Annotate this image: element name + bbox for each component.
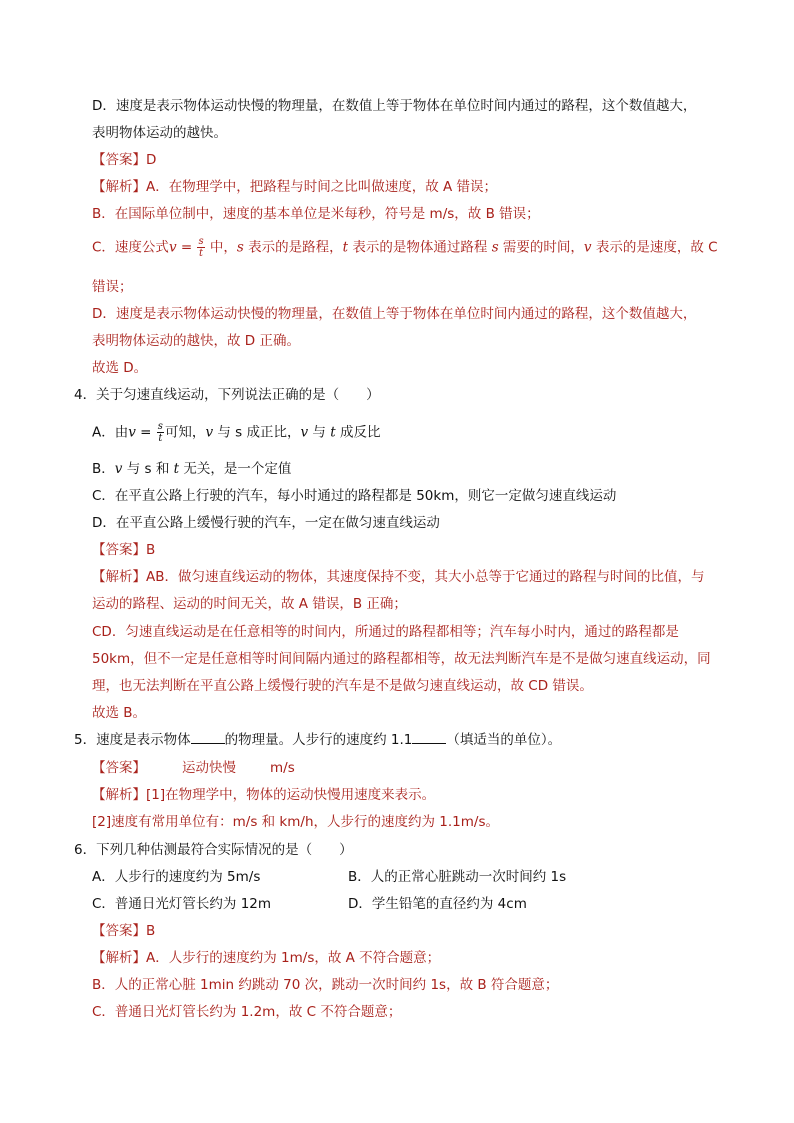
q5-blank-1 [191, 731, 225, 744]
q4-optB-prefix: B． [92, 461, 115, 477]
q4-answer: 【答案】B [92, 542, 156, 558]
q3-exp-c-mid3: 表示的是物体通过路程 [348, 239, 492, 256]
q6-explanation-a: 【解析】A．人步行的速度约为 1m/s，故 A 不符合题意； [92, 950, 441, 966]
q4-optA-post2: 与 s 成正比， [213, 424, 301, 441]
q3-exp-c-v: v [168, 239, 177, 256]
q3-exp-c-mid4: 需要的时间， [498, 239, 584, 256]
q4-optA-den: t [158, 433, 163, 444]
q3-exp-c-prefix: C．速度公式 [92, 239, 169, 256]
q3-explanation-a: 【解析】A．在物理学中，把路程与时间之比叫做速度，故 A 错误； [92, 179, 498, 195]
q5-explanation-line1: 【解析】[1]在物理学中，物体的运动快慢用速度来表示。 [92, 787, 436, 803]
q3-exp-c-s: s [236, 239, 244, 256]
q3-explanation-d-line1: D．速度是表示物体运动快慢的物理量，在数值上等于物体在单位时间内通过的路程，这个数值越大， [92, 306, 697, 322]
q3-frac-num: s [198, 236, 204, 247]
q4-optA-v: v [128, 424, 136, 441]
q4-optA-post4: 成反比 [335, 424, 381, 441]
q3-exp-c-mid2: 表示的是路程， [243, 239, 343, 256]
q5-explanation-line2: [2]速度有常用单位有：m/s 和 km/h，人步行的速度约为 1.1m/s。 [92, 814, 500, 830]
q6-option-a: A．人步行的速度约为 5m/s [92, 869, 261, 885]
q3-explanation-c-line1 [92, 236, 718, 259]
q3-formula-fraction [197, 236, 204, 259]
q4-choose: 故选 B。 [92, 705, 147, 721]
q3-exp-c-s2: s [491, 239, 499, 256]
q3-option-d-line1: D．速度是表示物体运动快慢的物理量，在数值上等于物体在单位时间内通过的路程，这个数值越大， [92, 98, 697, 114]
q3-option-d-line2: 表明物体运动的越快。 [92, 125, 227, 141]
q4-explanation-line2: 运动的路程、运动的时间无关，故 A 错误，B 正确； [92, 596, 407, 612]
q6-option-b: B．人的正常心脏跳动一次时间约 1s [348, 869, 567, 885]
q3-exp-c-t: t [342, 239, 349, 256]
q3-choose: 故选 D。 [92, 360, 148, 376]
q5-stem-part3: （填适当的单位）。 [446, 732, 562, 748]
q3-exp-c-eq: = [176, 239, 197, 256]
q3-explanation-d-line2: 表明物体运动的越快，故 D 正确。 [92, 333, 300, 349]
q4-optA-v3: v [300, 424, 309, 441]
q3-exp-c-v2: v [583, 239, 592, 256]
q3-explanation-b: B．在国际单位制中，速度的基本单位是米每秒，符号是 m/s，故 B 错误； [92, 206, 540, 222]
q6-option-d: D．学生铅笔的直径约为 4cm [348, 896, 527, 912]
q4-optA-v2: v [205, 424, 214, 441]
q4-optA-post3: 与 [308, 424, 331, 441]
q5-stem-part1: 5．速度是表示物体 [74, 732, 191, 748]
q4-option-b [92, 460, 291, 478]
q3-frac-den: t [199, 248, 204, 259]
q3-exp-c-mid5: 表示的是速度，故 C [591, 239, 718, 256]
q5-stem [74, 731, 561, 749]
q6-answer: 【答案】B [92, 923, 156, 939]
q4-option-d: D．在平直公路上缓慢行驶的汽车，一定在做匀速直线运动 [92, 515, 440, 531]
q4-optB-post: 无关，是一个定值 [179, 461, 292, 477]
q4-optA-eq: = [135, 424, 156, 441]
q6-stem: 6．下列几种估测最符合实际情况的是（ ） [74, 842, 353, 858]
q4-optA-prefix: A．由 [92, 424, 129, 441]
q3-answer: 【答案】D [92, 152, 157, 168]
q4-explanation-line5: 理，也无法判断在平直公路上缓慢行驶的汽车是不是做匀速直线运动，故 CD 错误。 [92, 678, 593, 694]
q5-answer-2: m/s [270, 760, 295, 776]
q6-explanation-c: C．普通日光灯管长约为 1.2m，故 C 不符合题意； [92, 1004, 402, 1020]
q6-option-c: C．普通日光灯管长约为 12m [92, 896, 272, 912]
q4-optB-v: v [114, 461, 123, 477]
q5-blank-2 [412, 731, 446, 744]
q4-optB-mid: 与 s 和 [122, 461, 174, 477]
q4-optA-t: t [330, 424, 336, 441]
q4-explanation-line1: 【解析】AB．做匀速直线运动的物体，其速度保持不变，其大小总等于它通过的路程与时间的比值，与 [92, 569, 705, 585]
q4-explanation-line4: 50km，但不一定是任意相等时间间隔内通过的路程都相等，故无法判断汽车是不是做匀速直线运动，同 [92, 651, 711, 667]
q4-optA-num: s [157, 421, 163, 432]
q4-option-c: C．在平直公路上行驶的汽车，每小时通过的路程都是 50km，则它一定做匀速直线运动 [92, 488, 617, 504]
q3-exp-c-mid1: 中， [205, 239, 237, 256]
q5-answer [92, 759, 295, 777]
q5-answer-label: 【答案】 [92, 760, 146, 776]
q4-optA-post1: 可知， [164, 424, 206, 441]
q3-explanation-c-line2: 错误； [92, 279, 133, 295]
q4-option-a [92, 421, 380, 444]
q4-optA-fraction [157, 421, 164, 444]
q5-answer-1: 运动快慢 [182, 760, 236, 776]
q6-explanation-b: B．人的正常心脏 1min 约跳动 70 次，跳动一次时间约 1s，故 B 符合题意； [92, 977, 559, 993]
q4-explanation-line3: CD．匀速直线运动是在任意相等的时间内，所通过的路程都相等；汽车每小时内，通过的路程都是 [92, 624, 679, 640]
q4-stem: 4．关于匀速直线运动，下列说法正确的是（ ） [74, 387, 380, 403]
q5-stem-part2: 的物理量。人步行的速度约 1.1 [224, 732, 413, 748]
q4-optB-t: t [173, 461, 180, 477]
